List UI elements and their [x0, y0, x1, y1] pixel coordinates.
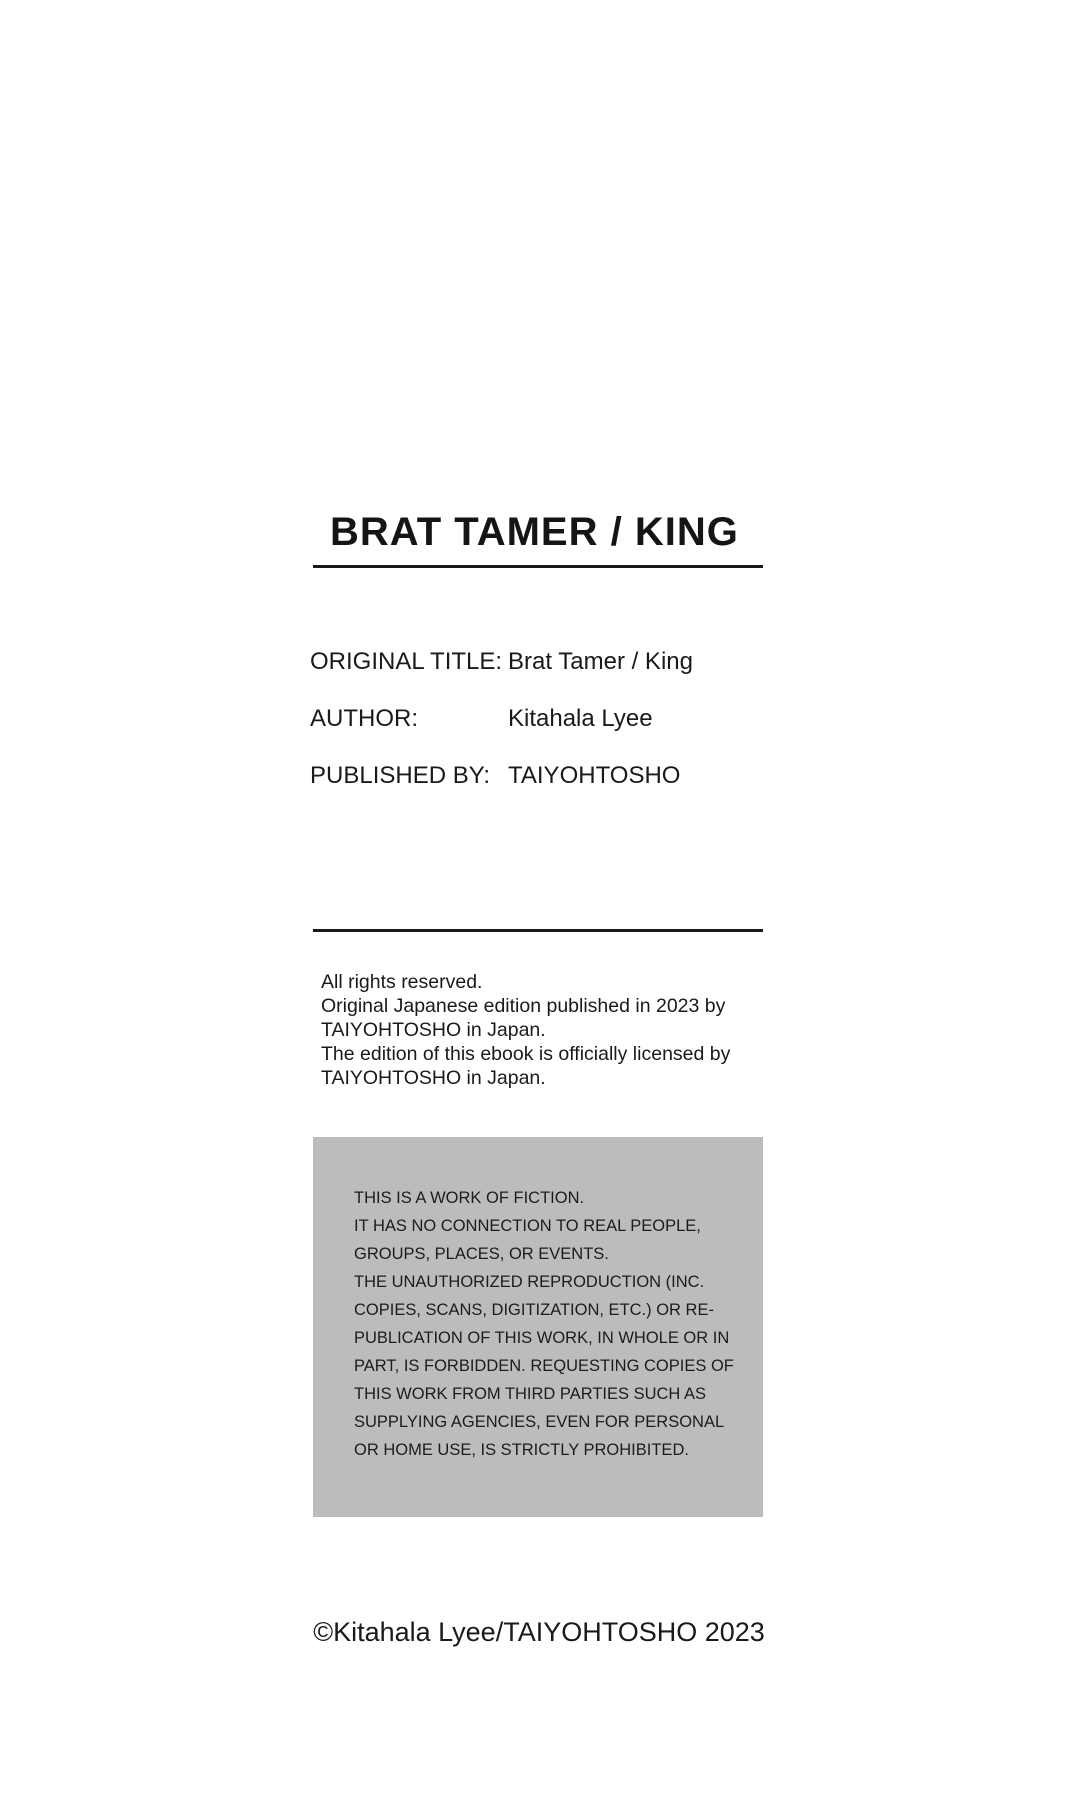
rights-line: Original Japanese edition published in 2023 by — [321, 995, 726, 1017]
notice-line: SUPPLYING AGENCIES, EVEN FOR PERSONAL — [354, 1413, 725, 1431]
metadata-row-publisher — [310, 762, 770, 819]
copyright-line: ©Kitahala Lyee/TAIYOHTOSHO 2023 — [313, 1617, 765, 1647]
original-title-value: Brat Tamer / King — [508, 648, 693, 675]
notice-line: OR HOME USE, IS STRICTLY PROHIBITED. — [354, 1441, 689, 1459]
author-label: AUTHOR: — [310, 705, 418, 732]
rights-statement — [321, 970, 761, 1090]
book-metadata — [310, 648, 770, 819]
notice-line: PART, IS FORBIDDEN. REQUESTING COPIES OF — [354, 1357, 734, 1375]
original-title-label: ORIGINAL TITLE: — [310, 648, 503, 675]
metadata-row-author — [310, 705, 770, 762]
author-value: Kitahala Lyee — [508, 705, 653, 732]
rights-line: The edition of this ebook is officially licensed by — [321, 1043, 731, 1065]
notice-line: PUBLICATION OF THIS WORK, IN WHOLE OR IN — [354, 1329, 730, 1347]
title-underline-divider — [313, 565, 763, 568]
notice-line: THIS WORK FROM THIRD PARTIES SUCH AS — [354, 1385, 707, 1403]
section-divider — [313, 929, 763, 932]
publisher-value: TAIYOHTOSHO — [508, 762, 681, 789]
notice-line: THIS IS A WORK OF FICTION. — [354, 1189, 585, 1207]
metadata-row-original-title — [310, 648, 770, 705]
notice-line: THE UNAUTHORIZED REPRODUCTION (INC. — [354, 1273, 705, 1291]
rights-line: TAIYOHTOSHO in Japan. — [321, 1067, 546, 1089]
book-title: BRAT TAMER / KING — [330, 510, 739, 554]
rights-line: TAIYOHTOSHO in Japan. — [321, 1019, 546, 1041]
fiction-notice-box — [313, 1137, 763, 1517]
publisher-label: PUBLISHED BY: — [310, 762, 491, 789]
notice-line: COPIES, SCANS, DIGITIZATION, ETC.) OR RE- — [354, 1301, 714, 1319]
notice-line: GROUPS, PLACES, OR EVENTS. — [354, 1245, 609, 1263]
rights-line: All rights reserved. — [321, 971, 483, 993]
notice-line: IT HAS NO CONNECTION TO REAL PEOPLE, — [354, 1217, 701, 1235]
